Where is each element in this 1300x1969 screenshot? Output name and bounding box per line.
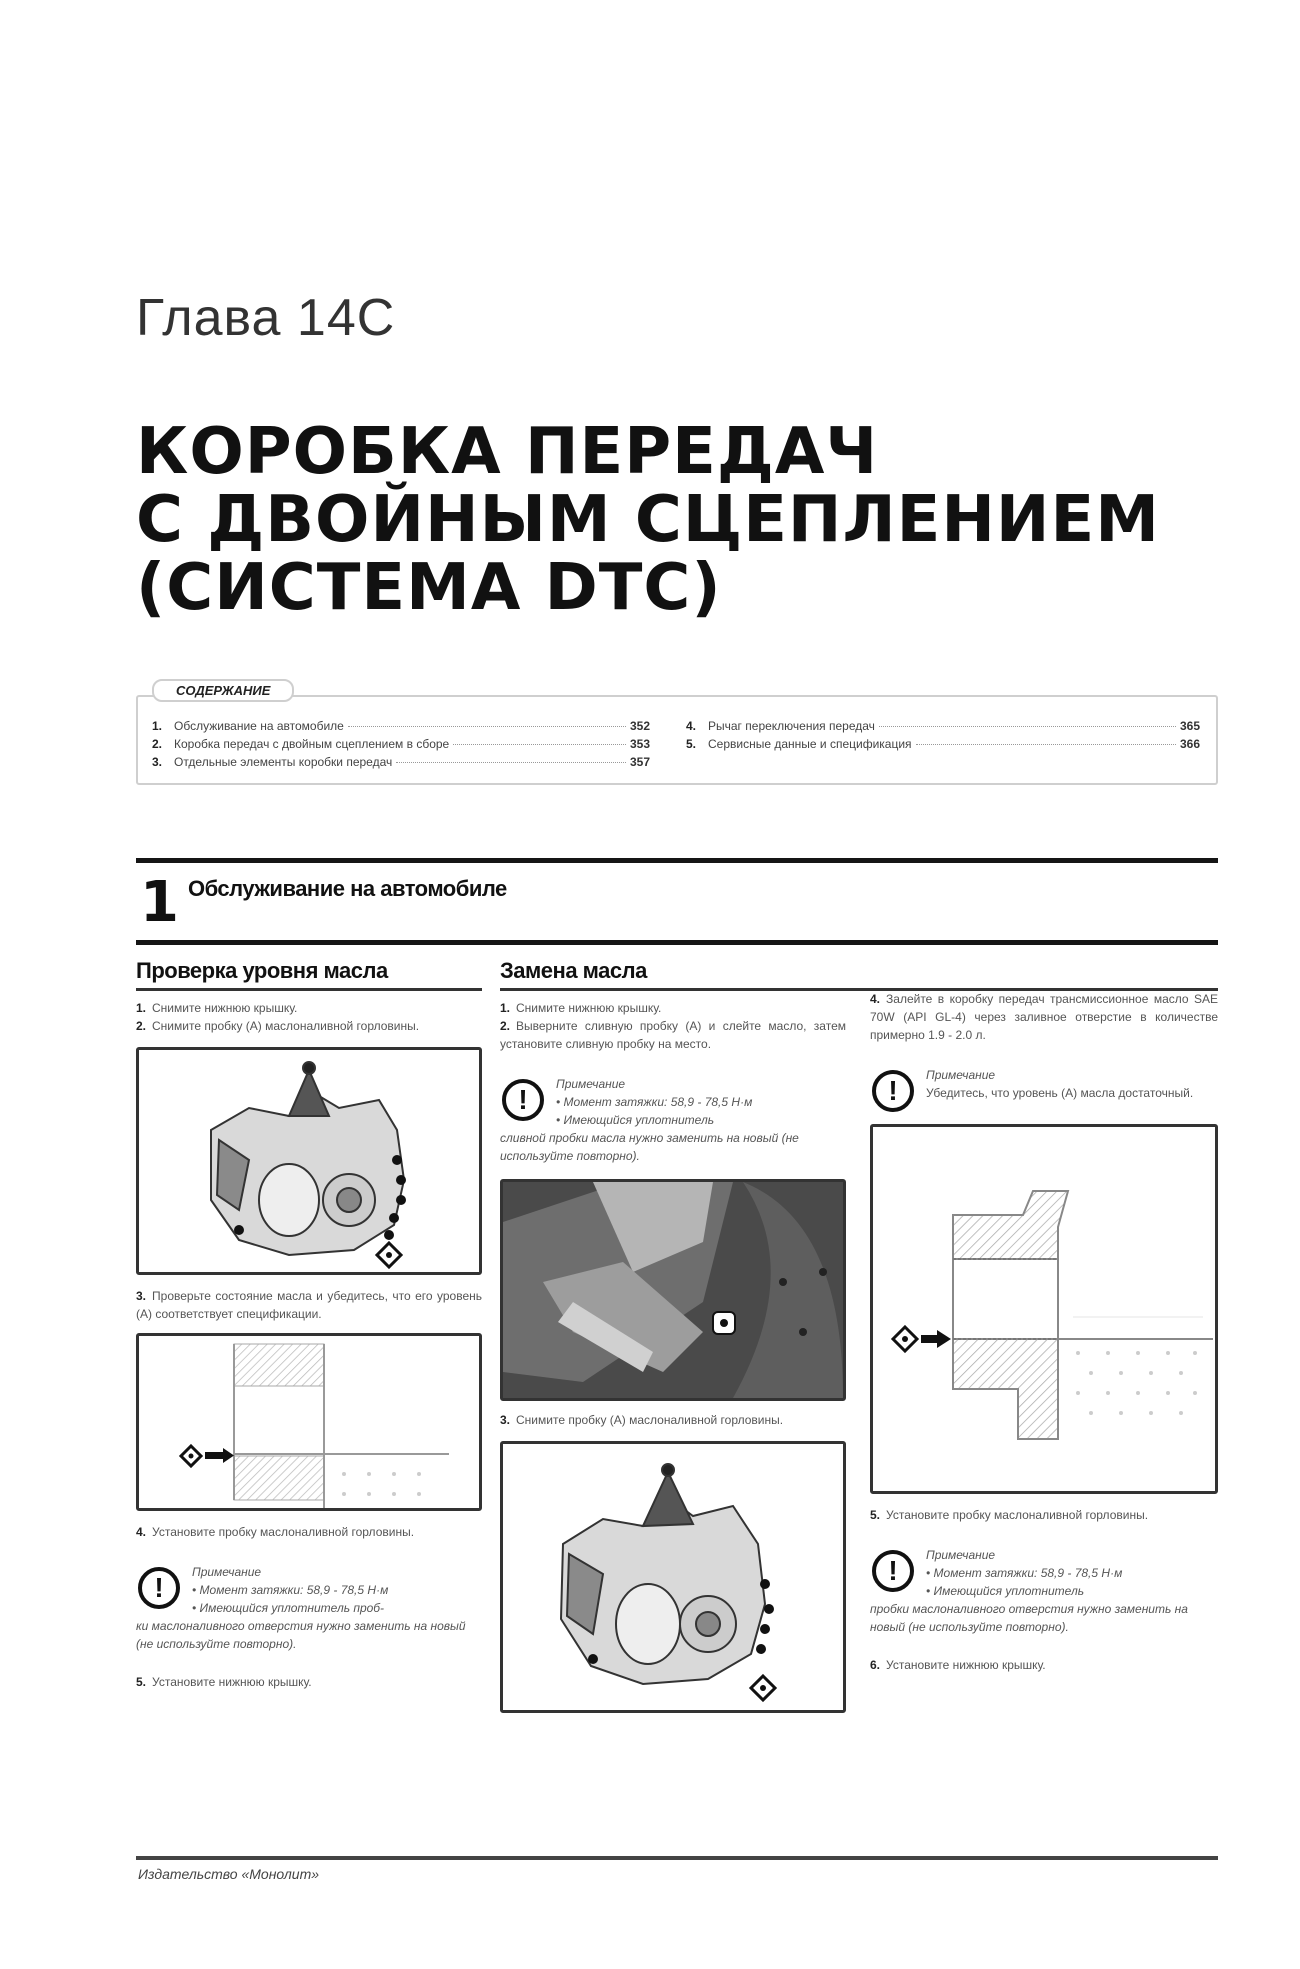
note-bullet: • Момент затяжки: 58,9 - 78,5 Н·м (192, 1583, 389, 1597)
toc-item-number: 4. (686, 719, 697, 733)
step (500, 999, 846, 1017)
step (870, 1506, 1218, 1524)
warning-icon: ! (502, 1079, 544, 1121)
note-text: ки маслоналивного отверстия нужно заменить на новый (не используйте повторно). (136, 1619, 466, 1651)
toc-item-number: 1. (152, 719, 163, 733)
toc-item-number: 5. (686, 737, 697, 751)
footer-rule (136, 1856, 1218, 1860)
note-bullet: • Момент затяжки: 58,9 - 78,5 Н·м (556, 1095, 753, 1109)
toc-item-text: Отдельные элементы коробки передач (174, 755, 393, 769)
step-number: 2. (500, 1019, 511, 1033)
note-title: Примечание (926, 1068, 996, 1082)
step (870, 990, 1218, 1044)
toc-item[interactable] (686, 717, 1200, 735)
note-bullet: • Момент затяжки: 58,9 - 78,5 Н·м (926, 1566, 1123, 1580)
note-bullet: • Имеющийся уплотнитель (926, 1584, 1085, 1598)
warning-icon: ! (872, 1070, 914, 1112)
figure-drain-plug-photo (500, 1179, 846, 1401)
toc-column-right (686, 717, 1200, 753)
title-line: (СИСТЕМА DTC) (136, 551, 722, 625)
toc-item-number: 2. (152, 737, 163, 751)
step-text: Выверните сливную пробку (A) и слейте масло, затем установите сливную пробку на место. (500, 1019, 846, 1051)
warning-icon: ! (138, 1567, 180, 1609)
transmission-illustration (139, 1050, 479, 1272)
chapter-title (136, 415, 1160, 625)
step-text: Установите пробку маслоналивной горловины. (152, 1525, 415, 1539)
toc-item[interactable] (152, 735, 650, 753)
note-text: Убедитесь, что уровень (A) масла достаточный. (926, 1086, 1194, 1100)
figure-transmission-top-plug (136, 1047, 482, 1275)
step-number: 3. (136, 1289, 147, 1303)
publisher-footer: Издательство «Монолит» (138, 1866, 320, 1882)
toc-leader-dots (879, 726, 1176, 727)
figure-oil-level-section (870, 1124, 1218, 1494)
section-number: 1 (140, 870, 179, 935)
table-of-contents (136, 683, 1218, 785)
section-rule-top (136, 858, 1218, 863)
step-text: Установите нижнюю крышку. (886, 1658, 1046, 1672)
step (136, 1287, 482, 1323)
column-oil-change (500, 958, 846, 1713)
drain-plug-marker-icon (713, 1312, 735, 1334)
step-number: 5. (870, 1508, 881, 1522)
toc-item-number: 3. (152, 755, 163, 769)
oil-level-marker-icon (181, 1446, 234, 1466)
step (136, 999, 482, 1017)
toc-item-text: Рычаг переключения передач (708, 719, 875, 733)
title-line: КОРОБКА ПЕРЕДАЧ (136, 415, 879, 489)
note-title: Примечание (926, 1548, 996, 1562)
step-text: Снимите нижнюю крышку. (152, 1001, 298, 1015)
step-text: Залейте в коробку передач трансмиссионное масло SAE 70W (API GL-4) через заливное отверстие в количестве примерно 1.9 - 2.0 л. (870, 992, 1218, 1042)
toc-leader-dots (348, 726, 626, 727)
toc-item-text: Обслуживание на автомобиле (174, 719, 344, 733)
step-number: 2. (136, 1019, 147, 1033)
oil-level-marker-icon (893, 1327, 951, 1351)
toc-item-page: 353 (629, 737, 650, 751)
note-bullet: • Имеющийся уплотнитель (556, 1113, 715, 1127)
note-title: Примечание (556, 1077, 626, 1091)
note-title: Примечание (192, 1565, 262, 1579)
toc-item[interactable] (152, 717, 650, 735)
toc-heading: СОДЕРЖАНИЕ (152, 679, 294, 702)
step-number: 3. (500, 1413, 511, 1427)
subsection-heading: Проверка уровня масла (136, 958, 482, 991)
step (870, 1656, 1218, 1674)
step-number: 4. (136, 1525, 147, 1539)
toc-item-text: Коробка передач с двойным сцеплением в сборе (174, 737, 450, 751)
step (500, 1017, 846, 1053)
subsection-heading: Замена масла (500, 958, 1218, 991)
toc-item[interactable] (152, 753, 650, 771)
title-line: С ДВОЙНЫМ СЦЕПЛЕНИЕМ (136, 483, 1160, 557)
step-text: Установите пробку маслоналивной горловины. (886, 1508, 1149, 1522)
column-oil-level-check (136, 958, 482, 1691)
toc-item-page: 357 (629, 755, 650, 769)
step-text: Установите нижнюю крышку. (152, 1675, 312, 1689)
toc-leader-dots (916, 744, 1176, 745)
step-number: 5. (136, 1675, 147, 1689)
figure-oil-level-diagram (136, 1333, 482, 1511)
toc-column-left (152, 717, 650, 771)
chapter-label: Глава 14С (136, 289, 396, 347)
plug-marker-icon (377, 1243, 401, 1267)
note-text: сливной пробки масла нужно заменить на новый (не используйте повторно). (500, 1131, 799, 1163)
step-number: 1. (500, 1001, 511, 1015)
step (136, 1673, 482, 1691)
toc-item-text: Сервисные данные и спецификация (708, 737, 912, 751)
toc-leader-dots (453, 744, 626, 745)
step (136, 1017, 482, 1035)
step-number: 1. (136, 1001, 147, 1015)
note-block (870, 1546, 1218, 1636)
toc-item-page: 366 (1179, 737, 1200, 751)
step (136, 1523, 482, 1541)
note-text: пробки маслоналивного отверстия нужно заменить на новый (не используйте повторно). (870, 1602, 1188, 1634)
section-title: Обслуживание на автомобиле (188, 876, 507, 901)
column-oil-change-continued (870, 990, 1218, 1674)
step-text: Снимите нижнюю крышку. (516, 1001, 662, 1015)
plug-marker-icon (751, 1676, 775, 1700)
step-text: Проверьте состояние масла и убедитесь, что его уровень (A) соответствует спецификации. (136, 1289, 482, 1321)
warning-icon: ! (872, 1550, 914, 1592)
note-bullet: • Имеющийся уплотнитель проб- (192, 1601, 385, 1615)
step-number: 6. (870, 1658, 881, 1672)
figure-transmission-filler-plug (500, 1441, 846, 1713)
step-text: Снимите пробку (A) маслоналивной горловины. (516, 1413, 784, 1427)
toc-item[interactable] (686, 735, 1200, 753)
step-text: Снимите пробку (A) маслоналивной горловины. (152, 1019, 420, 1033)
toc-leader-dots (396, 762, 626, 763)
note-block (500, 1075, 846, 1165)
section-rule-bottom (136, 940, 1218, 945)
note-block (136, 1563, 482, 1653)
note-block (870, 1066, 1218, 1114)
toc-item-page: 352 (629, 719, 650, 733)
toc-item-page: 365 (1179, 719, 1200, 733)
step-number: 4. (870, 992, 881, 1006)
step (500, 1411, 846, 1429)
